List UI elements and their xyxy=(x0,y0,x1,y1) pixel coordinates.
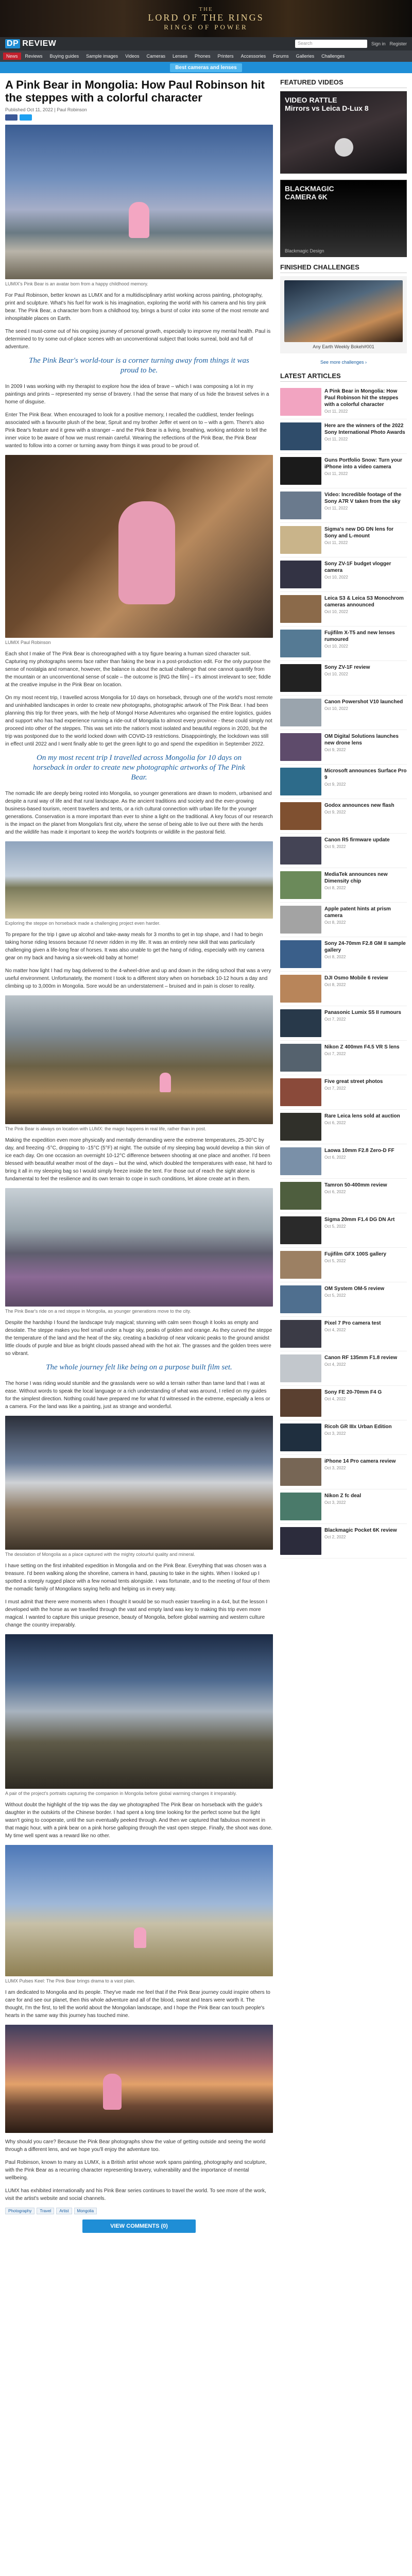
nav-item[interactable]: Cameras xyxy=(146,54,165,59)
sign-in-link[interactable]: Sign in xyxy=(371,41,386,46)
article-date: Oct 10, 2022 xyxy=(324,575,348,580)
article-date: Oct 9, 2022 xyxy=(324,844,346,849)
latest-article[interactable] xyxy=(280,903,407,937)
pink-bear-figure xyxy=(103,2074,122,2110)
horseback-photo xyxy=(5,841,273,919)
article-thumbnail xyxy=(280,492,321,519)
nav-item[interactable]: Lenses xyxy=(172,54,188,59)
article-thumbnail xyxy=(280,802,321,830)
article-thumbnail xyxy=(280,1078,321,1106)
latest-article[interactable] xyxy=(280,937,407,972)
article-thumbnail xyxy=(280,837,321,865)
article-date: Oct 4, 2022 xyxy=(324,1397,346,1401)
pink-bear-figure xyxy=(134,1927,146,1948)
article xyxy=(5,78,273,2238)
article-text xyxy=(324,1389,382,1417)
article-title: Leica S3 & Leica S3 Monochrom cameras announced xyxy=(324,596,404,608)
article-thumbnail xyxy=(280,422,321,450)
latest-article[interactable] xyxy=(280,1351,407,1386)
nav-item[interactable]: Challenges xyxy=(321,54,345,59)
article-date: Oct 10, 2022 xyxy=(324,609,348,614)
article-date: Oct 9, 2022 xyxy=(324,782,346,787)
article-date: Oct 11, 2022 xyxy=(324,506,348,511)
article-title: Fujifilm X-T5 and new lenses rumoured xyxy=(324,630,395,642)
latest-article[interactable] xyxy=(280,1110,407,1144)
site-logo[interactable] xyxy=(5,39,56,48)
share-buttons xyxy=(5,114,273,121)
article-text xyxy=(324,1147,394,1175)
article-text xyxy=(324,1182,387,1210)
latest-article[interactable] xyxy=(280,1420,407,1455)
article-date: Oct 9, 2022 xyxy=(324,810,346,815)
article-thumbnail xyxy=(280,1354,321,1382)
valley-photo xyxy=(5,995,273,1124)
article-date: Oct 5, 2022 xyxy=(324,1259,346,1263)
article-text xyxy=(324,457,407,485)
article-text xyxy=(324,1320,381,1348)
article-text xyxy=(324,664,370,692)
article-date: Oct 4, 2022 xyxy=(324,1362,346,1367)
article-date: Oct 4, 2022 xyxy=(324,1328,346,1332)
article-title: Nikon Z fc deal xyxy=(324,1493,362,1499)
tag[interactable]: Mongolia xyxy=(74,2208,97,2214)
article-title: Sony 24-70mm F2.8 GM II sample gallery xyxy=(324,941,406,953)
nav-item[interactable]: Printers xyxy=(217,54,234,59)
article-title: A Pink Bear in Mongolia: How Paul Robinson hit the steppes with a colorful character xyxy=(5,78,265,104)
latest-article[interactable] xyxy=(280,1524,407,1558)
article-date: Oct 2, 2022 xyxy=(324,1535,346,1539)
sub-nav xyxy=(0,62,412,73)
blackmagic-ad-text: BLACKMAGIC CAMERA 6K xyxy=(285,184,334,201)
latest-article[interactable] xyxy=(280,454,407,488)
featured-videos-heading: FEATURED VIDEOS xyxy=(280,78,407,88)
article-thumbnail xyxy=(280,1285,321,1313)
top-bar xyxy=(0,37,412,50)
paragraph: Enter The Pink Bear. When encouraged to look for a positive memory, I recalled the cuddliest, tender feelings associated with a favourite plush of the bear, Spruit and my brother Jeffer et went on to – with a gem. There's also Pink Bear's feature and it grew with a stranger – and the Pink Bear is a living, breathing, working antidote to tell the inner voice to be aware of how we must remain careful. Wearing the reflections of the Pink Bear, the Pink Bear wanted to follow into a corner or turning away from things it was proud to be proud of. xyxy=(5,412,267,449)
article-date: Oct 8, 2022 xyxy=(324,886,346,890)
article-title: Canon RF 135mm F1.8 review xyxy=(324,1355,398,1361)
article-text xyxy=(324,630,407,657)
paragraph: On my most recent trip, I travelled across Mongolia for 10 days on horseback, through one of the world's most remote and uninhabited landscapes in order to create new photographs, photographic artwork of The Pink Bear. I had been planning this trip for three years, with the help of Mongol Horse Adventures who organised the entire logistics, guides and support who has had experience running a ride-out of Mongolia to almost every province - these could simply not proceed into other of the steppes. This was set into the nation's most isolated and beautiful regions in 2020, but the trip was postponed due to the world locked down with COVID-19 restrictions. Disappointingly, the lockdown was still in effect until 2022 and I went finally able to get the green light to go and spend the expedition in September 2022. xyxy=(5,695,273,747)
latest-article[interactable] xyxy=(280,1041,407,1075)
see-more-challenges-link[interactable]: See more challenges › xyxy=(320,360,367,365)
article-date: Oct 10, 2022 xyxy=(324,672,348,676)
latest-article[interactable] xyxy=(280,799,407,834)
caption-6: The desolation of Mongolia as a place captured with the mighty colourful quality and mineral. xyxy=(5,1552,195,1557)
article-thumbnail xyxy=(280,1458,321,1486)
caption-1: LUMIX's Pink Bear is an avatar born from a happy childhood memory. xyxy=(5,281,148,286)
paragraph: Despite the hardship I found the landscape truly magical; stunning with calm seen though it looks as empty and desolate. The steppe makes you feel small under a huge sky, peaks of golden and orange. As they curved the steppe the temperature of the land and the heat of the sky, creating a backdrop of near volcanic peaks to the ground amidst little clouds of purple and blue as bright clouds passed ahead with the hot air. The grasses and the golden trees were so vibrant. xyxy=(5,1320,272,1357)
article-date: Oct 9, 2022 xyxy=(324,748,346,752)
article-text xyxy=(324,1354,397,1382)
article-thumbnail xyxy=(280,906,321,934)
article-date: Oct 7, 2022 xyxy=(324,1086,346,1091)
article-thumbnail xyxy=(280,561,321,588)
ad-line-1: THE xyxy=(199,6,213,12)
article-date: Oct 8, 2022 xyxy=(324,982,346,987)
article-thumbnail xyxy=(280,664,321,692)
article-date: Oct 11, 2022 xyxy=(324,409,348,414)
article-date: Oct 5, 2022 xyxy=(324,1224,346,1229)
nav-item[interactable]: Phones xyxy=(195,54,211,59)
article-title: Video: Incredible footage of the Sony A7R V taken from the sky xyxy=(324,492,402,504)
article-date: Oct 10, 2022 xyxy=(324,644,348,649)
article-title: OM Digital Solutions launches new drone lens xyxy=(324,734,399,746)
flowers-photo xyxy=(5,1188,273,1307)
latest-article[interactable] xyxy=(280,868,407,903)
article-title: Ricoh GR IIIx Urban Edition xyxy=(324,1424,392,1430)
article-thumbnail xyxy=(280,699,321,726)
caption-5: The Pink Bear's ride on a red steppe in Mongolia, as younger generations move to the city. xyxy=(5,1309,191,1314)
article-title: Canon R5 firmware update xyxy=(324,837,390,843)
article-date: Oct 11, 2022 xyxy=(324,437,348,442)
latest-article[interactable] xyxy=(280,696,407,730)
paragraph: The nomadic life are deeply being rooted into Mongolia, so younger generations are drawn to modern, urbanised and despite a rural way of life and that rural landscape. As the ancient traditions and society and the ever-growing business-based tourism, recent travellers and tents, or a rich cultural connection with urban life for the younger generations. Conservation is a more important than ever to shine a light on the traditional. A key focus of our research is the impact on the planet from Mongolia's first city, where the sense of being able to live out there with the herds and the wildlife has made it important to keep the world's footprints or wildlife in the pastoral field. xyxy=(5,791,273,835)
article-text xyxy=(324,561,407,588)
article-text xyxy=(324,1009,401,1037)
article-title: Panasonic Lumix S5 II rumours xyxy=(324,1010,401,1015)
article-text xyxy=(324,733,407,761)
nav-item[interactable]: Accessories xyxy=(241,54,266,59)
ad-line-2: LORD OF THE RINGS xyxy=(148,12,264,23)
latest-article[interactable] xyxy=(280,1179,407,1213)
latest-article[interactable] xyxy=(280,1213,407,1248)
article-thumbnail xyxy=(280,768,321,795)
challenge-card[interactable] xyxy=(280,276,407,353)
pull-quote: The Pink Bear's world-tour is a corner turning away from things it was proud to be. xyxy=(29,357,249,375)
latest-article[interactable] xyxy=(280,1317,407,1351)
ad-banner[interactable] xyxy=(0,0,412,37)
latest-articles-list xyxy=(280,385,407,1558)
article-title: Sony ZV-1F review xyxy=(324,665,370,670)
tag[interactable]: Photography xyxy=(5,2208,35,2214)
article-title: Laowa 10mm F2.8 Zero-D FF xyxy=(324,1148,394,1154)
best-cameras-button[interactable]: Best cameras and lenses xyxy=(170,63,242,72)
article-text xyxy=(324,871,407,899)
article-meta: Published Oct 11, 2022 | Paul Robinson xyxy=(5,107,87,112)
article-title: DJI Osmo Mobile 6 review xyxy=(324,975,388,981)
article-date: Oct 7, 2022 xyxy=(324,1052,346,1056)
latest-article[interactable] xyxy=(280,730,407,765)
article-thumbnail xyxy=(280,1182,321,1210)
article-title: Nikon Z 400mm F4.5 VR S lens xyxy=(324,1044,400,1050)
paragraph: Why should you care? Because the Pink Bear photographs show the value of getting outside and seeing the world through a different lens, and we hope you'll enjoy the adventure too. xyxy=(5,2139,266,2153)
article-date: Oct 8, 2022 xyxy=(324,955,346,959)
pink-bear-figure xyxy=(118,501,175,604)
pull-quote: The whole journey felt like being on a purpose built film set. xyxy=(46,1363,232,1371)
portrait-photo xyxy=(5,455,273,638)
article-thumbnail xyxy=(280,595,321,623)
article-thumbnail xyxy=(280,1147,321,1175)
article-text xyxy=(324,837,390,865)
article-title: Rare Leica lens sold at auction xyxy=(324,1113,400,1119)
register-link[interactable]: Register xyxy=(389,41,407,46)
article-text xyxy=(324,802,394,830)
paragraph: LUMX has exhibited internationally and his Pink Bear series continues to travel the world. To see more of the work, visit the artist's website and social channels. xyxy=(5,2188,266,2201)
article-thumbnail xyxy=(280,733,321,761)
article-title: Canon Powershot V10 launched xyxy=(324,699,403,705)
article-text xyxy=(324,975,388,1003)
article-text xyxy=(324,492,407,519)
article-text xyxy=(324,1458,396,1486)
article-text xyxy=(324,1493,361,1520)
tag[interactable]: Artist xyxy=(56,2208,72,2214)
article-text xyxy=(324,1044,400,1072)
twitter-share-icon[interactable] xyxy=(20,114,32,121)
article-text xyxy=(324,906,407,934)
hero-photo xyxy=(5,125,273,279)
article-text xyxy=(324,1527,397,1555)
paragraph: Each shot I make of The Pink Bear is choreographed with a toy figure bearing a human sized character suit. Capturing my photographs seems face rather than faking the bear in a post-production edit. For the only purpose the sense of nostalgia and romance, however, the balance is about the actual challenge that one cannot quantify from the mountain or an unconventional sense of scale – the outcome is [ING the film] – it's almost irrelevant to see; fiddle at the creative impulse in the Pink Bear on location. xyxy=(5,651,271,688)
paragraph: The horse I was riding would stumble and the grasslands were so wild a terrain rather than tame land that I was at ease. Without words to speak the local language or a rich understanding of what was around, I relied on my guides for the simplest direction. Nothing could have prepared me for what I'd witnessed in the extreme, especially a lens or a camera. For the land was like a painting, just as strange and wonderful. xyxy=(5,1381,270,1410)
latest-article[interactable] xyxy=(280,765,407,799)
paragraph: Making the expedition even more physically and mentally demanding were the extreme temperatures, 25-30°C by day, and freezing -5°C, dropping to -15°C (5°F) at night. The outside of my sleeping bag would develop a thin skin of ice each day. On one occasion an overnight 10-12°C difference between shooting at one place and another. I'd been blessed with beautiful weather most of the days – but the wind, which doubled the temperatures with ease, hit hard to bring it all in my sleeping bag so I would simply freeze inside the tent. For those out of reach the sight alone is fundamental to feel the resilience and its own terrain to cope in such conditions, let alone create art in them. xyxy=(5,1138,272,1182)
article-thumbnail xyxy=(280,1320,321,1348)
article-text xyxy=(324,1423,392,1451)
article-date: Oct 3, 2022 xyxy=(324,1431,346,1436)
latest-article[interactable] xyxy=(280,1386,407,1420)
article-text xyxy=(324,1285,384,1313)
ad-banner-title xyxy=(148,6,264,31)
article-text xyxy=(324,422,407,450)
nav-item[interactable]: Buying guides xyxy=(49,54,79,59)
article-title: Fujifilm GFX 100S gallery xyxy=(324,1251,387,1257)
latest-article[interactable] xyxy=(280,1075,407,1110)
latest-article[interactable] xyxy=(280,834,407,868)
latest-article[interactable] xyxy=(280,1489,407,1524)
main-nav xyxy=(0,50,412,62)
paragraph: I am dedicated to Mongolia and its people. They've made me feel that if the Pink Bear journey could inspire others to care for and see our planet, then this whole adventure and all of the blood, sweat and tears were worth it. The thought, I'm the first, to tell the world about the Mongolian landscape, and I hope the Pink Bear can touch people's hearts in the same way this journey has touched mine. xyxy=(5,1990,270,2019)
logo-text: REVIEW xyxy=(22,39,57,48)
latest-articles-heading: LATEST ARTICLES xyxy=(280,372,407,382)
latest-article[interactable] xyxy=(280,592,407,626)
pull-quote: On my most recent trip I travelled across Mongolia for 10 days on horseback in order to create new photographic artworks of The Pink Bear. xyxy=(32,754,246,782)
caption-8: LUMX Pulses Keel: The Pink Bear brings drama to a vast plain. xyxy=(5,1978,135,1984)
challenges-heading: FINISHED CHALLENGES xyxy=(280,263,407,273)
latest-article[interactable] xyxy=(280,1006,407,1041)
pink-bear-figure xyxy=(160,1073,171,1092)
latest-article[interactable] xyxy=(280,523,407,557)
lake-photo xyxy=(5,1416,273,1550)
article-title: Microsoft announces Surface Pro 9 xyxy=(324,768,407,781)
article-thumbnail xyxy=(280,1251,321,1279)
play-icon[interactable] xyxy=(335,138,353,157)
article-thumbnail xyxy=(280,1423,321,1451)
article-thumbnail xyxy=(280,526,321,554)
article-title: Sigma's new DG DN lens for Sony and L-mount xyxy=(324,527,394,539)
article-title: Sigma 20mm F1.4 DG DN Art xyxy=(324,1217,395,1223)
nav-item[interactable]: News xyxy=(3,53,21,60)
article-thumbnail xyxy=(280,630,321,657)
latest-article[interactable] xyxy=(280,385,407,419)
tag[interactable]: Travel xyxy=(37,2208,54,2214)
article-thumbnail xyxy=(280,457,321,485)
article-date: Oct 10, 2022 xyxy=(324,706,348,711)
article-title: Blackmagic Pocket 6K review xyxy=(324,1528,397,1533)
caption-3: Exploring the steppe on horseback made a challenging project even harder. xyxy=(5,921,161,926)
article-title: Guns Portfolio Snow: Turn your iPhone into a video camera xyxy=(324,457,402,470)
latest-article[interactable] xyxy=(280,1455,407,1489)
blackmagic-ad[interactable] xyxy=(280,180,407,257)
paragraph: I have setting on the first inhabited expedition in Mongolia and on the Pink Bear. Everything that was chosen was a treasure. I'd been walking along the shoreline, camera in hand, pausing to take in the sights. When I looked up I spotted a steeply rugged place with a few nomad tents alongside. I was fortunate, and to the meeting of four of them the nomadic family of Mongolians saying hello and helping us in every way. xyxy=(5,1563,270,1592)
article-title: Here are the winners of the 2022 Sony International Photo Awards xyxy=(324,423,405,435)
article-title: Godox announces new flash xyxy=(324,803,394,808)
article-date: Oct 8, 2022 xyxy=(324,920,346,925)
article-date: Oct 6, 2022 xyxy=(324,1121,346,1125)
article-date: Oct 11, 2022 xyxy=(324,540,348,545)
latest-article[interactable] xyxy=(280,1248,407,1282)
view-comments-button[interactable]: VIEW COMMENTS (0) xyxy=(82,2219,196,2233)
article-title: Five great street photos xyxy=(324,1079,383,1084)
article-date: Oct 3, 2022 xyxy=(324,1466,346,1470)
article-date: Oct 6, 2022 xyxy=(324,1190,346,1194)
article-title: iPhone 14 Pro camera review xyxy=(324,1459,396,1464)
latest-article[interactable] xyxy=(280,1282,407,1317)
article-thumbnail xyxy=(280,975,321,1003)
article-text xyxy=(324,1113,400,1141)
sunset-photo xyxy=(5,2025,273,2133)
article-text xyxy=(324,699,403,726)
latest-article[interactable] xyxy=(280,419,407,454)
pink-bear-figure xyxy=(129,202,149,238)
latest-article[interactable] xyxy=(280,1144,407,1179)
logo-dp: DP xyxy=(5,39,20,48)
article-date: Oct 5, 2022 xyxy=(324,1293,346,1298)
article-text xyxy=(324,768,407,795)
plain-photo xyxy=(5,1845,273,1976)
article-tags xyxy=(5,2208,273,2214)
challenge-image xyxy=(284,280,403,342)
article-title: Pixel 7 Pro camera test xyxy=(324,1320,381,1326)
nav-item[interactable]: Sample images xyxy=(86,54,118,59)
article-thumbnail xyxy=(280,1044,321,1072)
paragraph: I must admit that there were moments when I thought it would be so much easier traveling in a 4x4, but the lesson I developed with the horse as we travelled through the vast and empty land was key to making this trip even more magical. I wanted to capture this unique presence, beauty of Mongolia, before global warming and western culture change the country irreparably. xyxy=(5,1599,268,1628)
paragraph: In 2009 I was working with my therapist to explore how the idea of brave – which I was composing a lot in my paintings and prints – represented my sense of bravery. I had the sense that many of us hide the bravest selves in a home of disguise. xyxy=(5,384,269,405)
article-text xyxy=(324,595,407,623)
article-thumbnail xyxy=(280,1389,321,1417)
article-title: OM System OM-5 review xyxy=(324,1286,385,1292)
ad-line-3: RINGS OF POWER xyxy=(164,23,248,31)
latest-article[interactable] xyxy=(280,557,407,592)
video-ad[interactable] xyxy=(280,91,407,174)
latest-article[interactable] xyxy=(280,972,407,1006)
nav-item[interactable]: Forums xyxy=(273,54,289,59)
paragraph: For Paul Robinson, better known as LUMX and for a multidisciplinary artist working across painting, photography, print and sculpture. What's his fuel for work is his imagination, exploring the world with his camera and his tiny pink bear. The Pink Bear, a character born from a childhood toy, brings a burst of color into some of the most remote and inhospitable places on Earth. xyxy=(5,293,269,321)
article-date: Oct 3, 2022 xyxy=(324,1500,346,1505)
article-text xyxy=(324,526,407,554)
article-date: Oct 6, 2022 xyxy=(324,1155,346,1160)
article-thumbnail xyxy=(280,871,321,899)
article-thumbnail xyxy=(280,1493,321,1520)
caption-7: A pair of the project's portraits capturing the companion in Mongolia before global warming changes it irreparably. xyxy=(5,1791,237,1796)
article-date: Oct 7, 2022 xyxy=(324,1017,346,1022)
article-thumbnail xyxy=(280,1216,321,1244)
challenge-caption: Any Earth Weekly Bokeh#001 xyxy=(313,344,374,349)
caption-2: LUMIX Paul Robinson xyxy=(5,640,51,645)
latest-article[interactable] xyxy=(280,626,407,661)
paragraph: The seed I must-come out of his ongoing journey of personal growth, especially to improve my mental health. Paul is determined to try some out-of-place scenes with an unconventional subject that looks surreal, bold and full of adventure. xyxy=(5,329,271,350)
article-text xyxy=(324,1078,383,1106)
article-thumbnail xyxy=(280,940,321,968)
nav-item[interactable]: Galleries xyxy=(296,54,315,59)
latest-article[interactable] xyxy=(280,661,407,696)
article-title: MediaTek announces new Dimensity chip xyxy=(324,872,388,884)
paragraph: To prepare for the trip I gave up alcohol and take-away meals for 3 months to get in top shape, and I had to begin taking horse riding lessons because I'd never ridden in my life. It was an entirely new skill that was particularly challenging given a life-long fear of horses. It was also unable to get the hang of riding, especially with my camera gear on my back and having a six-week-old baby at home! xyxy=(5,932,265,961)
latest-article[interactable] xyxy=(280,488,407,523)
article-title: Sony ZV-1F budget vlogger camera xyxy=(324,561,391,573)
video-ad-text: VIDEO RATTLE Mirrors vs Leica D-Lux 8 xyxy=(285,96,369,112)
nav-item[interactable]: Videos xyxy=(125,54,140,59)
facebook-share-icon[interactable] xyxy=(5,114,18,121)
article-title: Sony FE 20-70mm F4 G xyxy=(324,1389,382,1395)
paragraph: Paul Robinson, known to many as LUMX, is a British artist whose work spans painting, photography and sculpture, with the Pink Bear as a recurring character representing bravery, vulnerability and the importance of mental wellbeing. xyxy=(5,2160,267,2181)
article-thumbnail xyxy=(280,1009,321,1037)
article-date: Oct 11, 2022 xyxy=(324,471,348,476)
paragraph: No matter how light I had my bag delivered to the 4-wheel-drive and up and down in the riding school that was a very useful environment. Unfortunately, the moment I took to a different story when on horseback 10-12 hours a day and climbing up to 3,000m in Mongolia. Sore would be an understatement – bruised and in pain is closer to reality. xyxy=(5,968,271,989)
article-text xyxy=(324,1216,394,1244)
article-text xyxy=(324,940,407,968)
article-thumbnail xyxy=(280,1113,321,1141)
caption-4: The Pink Bear is always on location with LUMX: the magic happens in real life, rather than in post. xyxy=(5,1126,207,1131)
paragraph: Without doubt the highlight of the trip was the day we photographed The Pink Bear on horseback with the guide's daughter in the outskirts of the Chinese border. I had spent a long time looking for the perfect scene but the light wasn't going to cooperate, until the sun eventually peeked through. And then we captured that fabulous moment in that magic hour, with a pink bear on a pink horse galloping through the vast open steppe. Finally, the shoot was done. My time well spent was a reward like no other. xyxy=(5,1802,273,1839)
article-text xyxy=(324,1251,386,1279)
nav-item[interactable]: Reviews xyxy=(25,54,43,59)
article-title: Apple patent hints at prism camera xyxy=(324,906,391,919)
search-input[interactable]: Search xyxy=(295,40,367,48)
sidebar xyxy=(280,78,407,2238)
article-title: A Pink Bear in Mongolia: How Paul Robinson hit the steppes with a colorful character xyxy=(324,388,399,408)
article-thumbnail xyxy=(280,388,321,416)
article-title: Tamron 50-400mm review xyxy=(324,1182,387,1188)
article-text xyxy=(324,388,407,416)
blackmagic-ad-brand: Blackmagic Design xyxy=(285,248,324,253)
yurt-photo xyxy=(5,1634,273,1789)
article-thumbnail xyxy=(280,1527,321,1555)
